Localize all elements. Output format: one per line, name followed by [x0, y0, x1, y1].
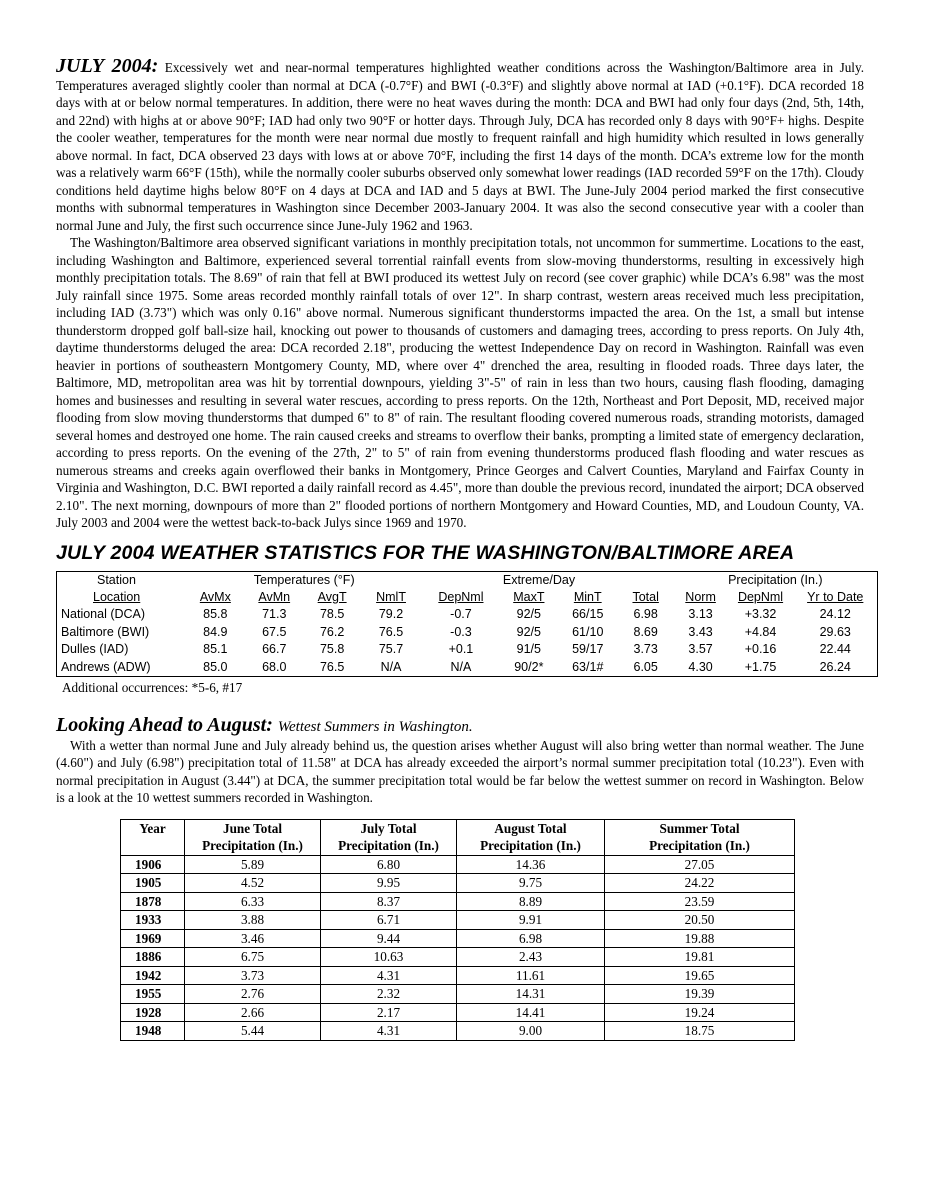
wettest-row	[121, 855, 795, 874]
stats-row	[57, 641, 878, 658]
precip-cell: 6.80	[321, 855, 457, 874]
stats-column-header: Yr to Date	[807, 589, 864, 604]
stats-column-header: AvMn	[258, 589, 291, 604]
year-cell: 1942	[121, 966, 185, 985]
wettest-column-header	[457, 819, 605, 855]
precip-cell: 4.31	[321, 966, 457, 985]
header-line: Precipitation (In.)	[480, 838, 581, 854]
wettest-row	[121, 929, 795, 948]
stats-cell: 3.73	[633, 642, 658, 657]
stats-cell: 63/1#	[572, 659, 604, 674]
precip-cell: 27.05	[605, 855, 795, 874]
stats-body	[57, 606, 878, 676]
stats-cell: N/A	[380, 659, 402, 674]
stats-cell: 76.2	[319, 624, 345, 639]
wettest-summers-table	[120, 819, 795, 1041]
stats-cell: 71.3	[262, 607, 287, 622]
precip-cell: 19.81	[605, 948, 795, 967]
wettest-row	[121, 1003, 795, 1022]
header-line: Precipitation (In.)	[649, 838, 750, 854]
precip-cell: 2.66	[185, 1003, 321, 1022]
precip-cell: 19.24	[605, 1003, 795, 1022]
precip-cell: 2.17	[321, 1003, 457, 1022]
precip-cell: 9.95	[321, 874, 457, 893]
year-cell: 1906	[121, 855, 185, 874]
stats-title: JULY 2004 WEATHER STATISTICS FOR THE WASHINGTON/BALTIMORE AREA	[56, 541, 795, 564]
stats-cell: 29.63	[819, 624, 851, 639]
year-cell: 1928	[121, 1003, 185, 1022]
july-summary-title: JULY 2004:	[56, 55, 159, 77]
precipitation-paragraph: The Washington/Baltimore area observed significant variations in monthly precipitation totals, not uncommon for summertime. Locations to the east, including Washington and Baltimore, experienced several torrential rainfall events from slow-moving thunderstorms, resulting in excessively high monthly precipitation totals. The 8.69" of rain that fell at BWI produced its wettest July on record (see cover graphic) while DCA’s 6.98" was the most July rainfall since 1975. Some areas recorded monthly rainfall totals of over 12". In sharp contrast, western areas received much less precipitation, including IAD (3.73") which was only 0.16" above normal. Numerous significant thunderstorms impacted the area. On the 1st, a small but intense thunderstorm dropped golf ball-size hail, knocking out power to thousands of customers and damaging trees, according to press reports. On July 4th, daytime thunderstorms deluged the area: DCA recorded 2.18", producing the wettest Independence Day on record in Washington. Rainfall was even heavier in portions of southeastern Montgomery County, MD, where over 4" drenched the area, resulting in flooded roads. Three days later, the Baltimore, MD, metropolitan area was hit by torrential downpours, yielding 3"-5" of rain in less than two hours, causing flash flooding, damaging homes and businesses and resulting in several water rescues, according to press reports. On the 12th, Northeast and Port Deposit, MD, received major flooding from slow moving thunderstorms that dumped 6" to 8" of rain. The resultant flooding covered numerous roads, stranding motorists, damaged several homes and destroyed one home. The rain caused creeks and streams to overflow their banks, prompting a limited state of emergency declaration, according to press reports. On the evening of the 27th, 2" to 5" of rain from evening thunderstorms produced flash flooding and water rescues as numerous streams and creeks again overflowed their banks in Montgomery, Prince Georges and Calvert Counties, Maryland and Fairfax County in Virginia and Washington, D.C. BWI reported a daily rainfall record as 4.45", more than double the previous record, inundated the airport; DCA observed 2.10". The next morning, downpours of more than 2" flooded portions of northern Montgomery and Howard Counties, MD, and Loudoun County, VA. July 2003 and 2004 were the wettest back-to-back Julys since 1969 and 1970.	[56, 235, 864, 530]
wettest-column-header	[321, 819, 457, 855]
precip-cell: 2.43	[457, 948, 605, 967]
stats-column-header: MinT	[573, 589, 602, 604]
stats-cell: 90/2*	[514, 659, 544, 674]
precip-cell: 6.98	[457, 929, 605, 948]
precip-cell: 24.22	[605, 874, 795, 893]
stats-cell: 79.2	[378, 607, 404, 622]
wettest-column-header	[605, 819, 795, 855]
header-line: June Total	[222, 820, 282, 836]
stats-group-header-row	[57, 571, 878, 589]
precipitation-header: Precipitation (In.)	[728, 572, 823, 587]
header-line: July Total	[360, 820, 417, 836]
july-summary-paragraph	[56, 55, 864, 234]
precip-cell: 3.88	[185, 911, 321, 930]
stats-cell: -0.7	[450, 607, 472, 622]
wettest-row	[121, 966, 795, 985]
precip-cell: 6.71	[321, 911, 457, 930]
precip-cell: 5.44	[185, 1022, 321, 1041]
stats-cell: 84.9	[203, 624, 228, 639]
wettest-row	[121, 948, 795, 967]
stats-cell: 59/17	[572, 642, 604, 657]
stats-column-header: DepNml	[438, 589, 484, 604]
precip-cell: 6.75	[185, 948, 321, 967]
stats-cell: +0.16	[744, 642, 777, 657]
precip-cell: 20.50	[605, 911, 795, 930]
stats-cell: 24.12	[819, 607, 851, 622]
stats-cell: 3.13	[688, 607, 713, 622]
wettest-header-row	[121, 819, 795, 855]
stats-row	[57, 624, 878, 641]
year-cell: 1933	[121, 911, 185, 930]
precip-cell: 18.75	[605, 1022, 795, 1041]
stats-column-header: Total	[632, 589, 659, 604]
stats-cell: 61/10	[572, 624, 604, 639]
stats-cell: -0.3	[450, 624, 472, 639]
header-line: Precipitation (In.)	[202, 838, 303, 854]
wettest-row	[121, 985, 795, 1004]
stats-column-header: Location	[93, 589, 141, 604]
precip-cell: 14.31	[457, 985, 605, 1004]
stats-cell: +4.84	[744, 624, 777, 639]
stats-cell: 91/5	[516, 642, 541, 657]
precip-cell: 19.39	[605, 985, 795, 1004]
stats-cell: +0.1	[448, 642, 474, 657]
stats-cell: 68.0	[262, 659, 287, 674]
year-cell: 1955	[121, 985, 185, 1004]
stats-cell: 26.24	[819, 659, 851, 674]
precip-cell: 10.63	[321, 948, 457, 967]
stats-column-header: DepNml	[737, 589, 784, 604]
looking-ahead-subtitle: Wettest Summers in Washington.	[277, 718, 473, 735]
stats-cell: 78.5	[319, 607, 345, 622]
stats-cell: +1.75	[744, 659, 777, 674]
station-location: Andrews (ADW)	[61, 659, 151, 674]
stats-cell: 85.8	[203, 607, 228, 622]
precip-cell: 19.65	[605, 966, 795, 985]
additional-occurrences-note: Additional occurrences: *5-6, #17	[62, 679, 243, 695]
precip-cell: 5.89	[185, 855, 321, 874]
precip-cell: 6.33	[185, 892, 321, 911]
stats-column-header: Norm	[685, 589, 716, 604]
stats-cell: 85.1	[203, 642, 228, 657]
year-cell: 1878	[121, 892, 185, 911]
wettest-column-header	[185, 819, 321, 855]
stats-cell: 8.69	[633, 624, 658, 639]
stats-cell: 76.5	[319, 659, 345, 674]
precip-cell: 9.44	[321, 929, 457, 948]
stats-cell: 66/15	[572, 607, 604, 622]
stats-cell: 75.8	[319, 642, 345, 657]
station-header: Station	[97, 572, 136, 587]
stats-row	[57, 606, 878, 623]
year-cell: 1905	[121, 874, 185, 893]
stats-column-header-row	[57, 589, 878, 606]
precip-cell: 11.61	[457, 966, 605, 985]
stats-cell: 6.98	[633, 607, 658, 622]
precip-cell: 9.00	[457, 1022, 605, 1041]
precip-cell: 8.37	[321, 892, 457, 911]
stats-column-header: AvMx	[199, 589, 231, 604]
stats-cell: N/A	[450, 659, 472, 674]
station-location: Baltimore (BWI)	[61, 624, 150, 639]
wettest-row	[121, 874, 795, 893]
precip-cell: 2.32	[321, 985, 457, 1004]
precip-cell: 23.59	[605, 892, 795, 911]
precip-cell: 2.76	[185, 985, 321, 1004]
stats-column-header: AvgT	[317, 589, 347, 604]
header-line: Year	[139, 820, 166, 836]
stats-cell: +3.32	[744, 607, 777, 622]
stats-cell: 85.0	[203, 659, 228, 674]
stats-cell: 3.57	[688, 642, 713, 657]
stats-cell: 67.5	[262, 624, 287, 639]
stats-cell: 76.5	[378, 624, 404, 639]
looking-ahead-paragraph: With a wetter than normal June and July already behind us, the question arises whether August will also bring wetter than normal weather. The June (4.60") and July (6.98") precipitation total of 11.58" at DCA has already exceeded the airport’s normal summer precipitation total (10.23"). Even with normal precipitation in August (3.44") at DCA, the summer precipitation total would be far below the wettest summer on record in Washington. Below is a look at the 10 wettest summers recorded in Washington.	[56, 737, 864, 806]
page	[56, 55, 864, 1041]
year-cell: 1886	[121, 948, 185, 967]
header-line: August Total	[494, 820, 567, 836]
station-location: National (DCA)	[61, 607, 146, 622]
stats-column-header: NmlT	[376, 589, 406, 604]
stats-cell: 3.43	[688, 624, 713, 639]
stats-column-header: MaxT	[513, 589, 545, 604]
weather-stats-table	[56, 571, 878, 677]
stats-cell: 92/5	[516, 607, 541, 622]
temperatures-header: Temperatures (°F)	[253, 572, 355, 587]
precip-cell: 19.88	[605, 929, 795, 948]
looking-ahead-heading	[56, 714, 864, 737]
year-cell: 1948	[121, 1022, 185, 1041]
stats-cell: 4.30	[688, 659, 713, 674]
extreme-header: Extreme/Day	[502, 572, 576, 587]
station-location: Dulles (IAD)	[61, 642, 129, 657]
precip-cell: 14.41	[457, 1003, 605, 1022]
precip-cell: 3.46	[185, 929, 321, 948]
stats-cell: 66.7	[262, 642, 287, 657]
wettest-body	[121, 855, 795, 1040]
precip-cell: 9.75	[457, 874, 605, 893]
stats-cell: 22.44	[819, 642, 851, 657]
july-summary-text: Excessively wet and near-normal temperatures highlighted weather conditions across the Washington/Baltimore area in July. Temperatures averaged slightly cooler than normal at DCA (-0.7°F) and BWI (-0.3°F) and slightly above normal at IAD (+0.1°F). DCA recorded 18 days with at or below normal temperatures. In addition, there were no heat waves during the month: DCA and BWI had only four days (2nd, 5th, 14th, and 22nd) with highs at or above 90°F; IAD had only two 90°F or hotter days. Through July, DCA has recorded only 8 days with 90°F+ highs. Despite the cooler weather, temperatures for the month were near normal due mostly to frequent rainfall and high humidity which resulted in lows generally above normal. In fact, DCA observed 23 days with lows at or above 70°F, including the first 14 days of the month. DCA’s extreme low for the month was a relatively warm 66°F (15th), while the normally cooler suburbs observed only somewhat lower readings (IAD recorded 59°F on the 17th). Cloudy conditions held daytime highs below 80°F on 4 days at DCA and IAD and 5 days at BWI. The June-July 2004 period marked the first consecutive months with subnormal temperatures in Washington since December 2003-January 2004. It was also the second consecutive year with a cooler than normal June and July, the first such occurrence since June-July 1962 and 1963.	[56, 60, 864, 233]
precip-cell: 4.52	[185, 874, 321, 893]
precip-cell: 14.36	[457, 855, 605, 874]
header-line: Summer Total	[659, 820, 740, 836]
precip-cell: 3.73	[185, 966, 321, 985]
stats-cell: 75.7	[378, 642, 404, 657]
stats-row	[57, 659, 878, 677]
year-cell: 1969	[121, 929, 185, 948]
wettest-row	[121, 1022, 795, 1041]
wettest-row	[121, 911, 795, 930]
header-line: Precipitation (In.)	[338, 838, 439, 854]
wettest-row	[121, 892, 795, 911]
wettest-column-header	[121, 819, 185, 855]
stats-cell: 6.05	[633, 659, 658, 674]
precip-cell: 8.89	[457, 892, 605, 911]
stats-cell: 92/5	[516, 624, 541, 639]
looking-ahead-title: Looking Ahead to August:	[56, 713, 273, 736]
precip-cell: 4.31	[321, 1022, 457, 1041]
precip-cell: 9.91	[457, 911, 605, 930]
